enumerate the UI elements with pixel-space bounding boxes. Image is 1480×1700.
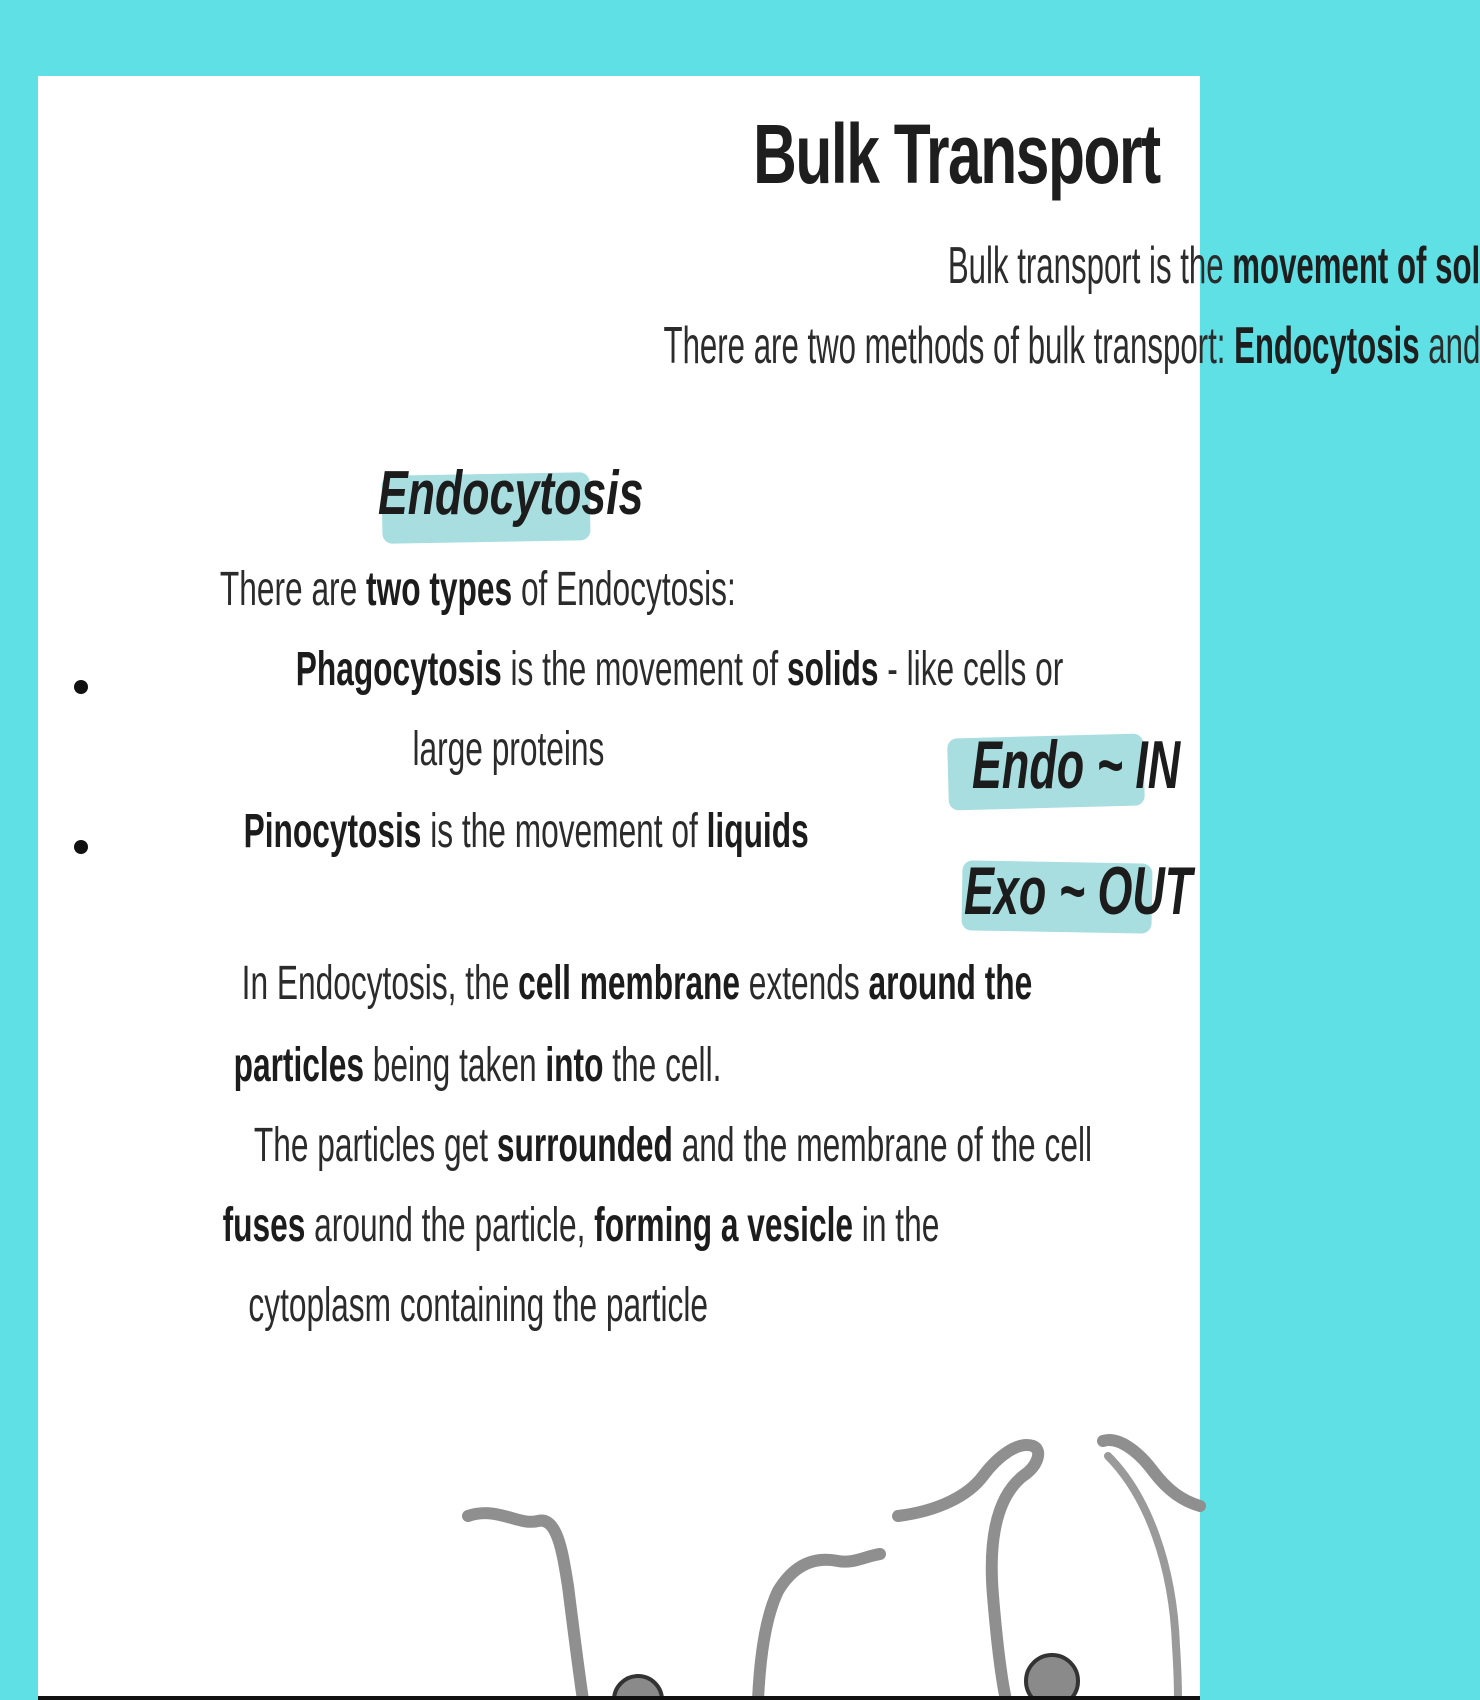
exo-out-tag: Exo ~ OUT xyxy=(964,853,1193,929)
intro-bold-text: Endocytosis xyxy=(1233,317,1420,375)
bullet-phagocytosis-continuation xyxy=(98,722,918,777)
paragraph-line-3 xyxy=(38,1118,1093,1173)
body-text: is the movement of xyxy=(421,805,707,858)
bullet-dot xyxy=(74,840,88,854)
section-heading: Endocytosis xyxy=(378,459,644,528)
paragraph-line-5 xyxy=(38,1278,918,1333)
body-text: is the movement of xyxy=(501,643,787,696)
endocytosis-diagram xyxy=(38,1416,1200,1700)
bullet-phagocytosis xyxy=(98,642,1064,697)
intro-bold-text: movement of sol xyxy=(1232,237,1480,295)
membrane-left xyxy=(468,1513,583,1700)
bold-text: around the xyxy=(868,957,1033,1010)
intro-line-2 xyxy=(663,316,1480,376)
particle-right xyxy=(1026,1655,1078,1700)
worksheet-page xyxy=(38,76,1480,1700)
membrane-right-outer xyxy=(898,1445,1038,1700)
body-text: In Endocytosis, the xyxy=(241,957,519,1010)
bold-text: Phagocytosis xyxy=(295,643,502,696)
bullet-pinocytosis xyxy=(98,804,918,859)
paragraph-line-4 xyxy=(38,1198,940,1253)
bold-text: fuses xyxy=(222,1199,306,1252)
bold-text: cell membrane xyxy=(518,957,740,1010)
page-title: Bulk Transport xyxy=(753,107,1160,201)
paragraph-line-1 xyxy=(38,956,1033,1011)
body-text: being taken xyxy=(364,1039,546,1092)
membrane-mid xyxy=(758,1554,880,1700)
paragraph-line-2 xyxy=(38,1038,918,1093)
body-text: large proteins xyxy=(412,723,604,776)
bold-text: forming a vesicle xyxy=(594,1199,854,1252)
membrane-right-inner xyxy=(1103,1440,1200,1506)
bullet-dot xyxy=(74,680,88,694)
intro-text: and xyxy=(1419,317,1480,375)
bold-text: solids xyxy=(786,643,879,696)
endo-in-tag: Endo ~ IN xyxy=(972,727,1181,803)
body-text: - like cells or xyxy=(878,643,1064,696)
bold-text: two types xyxy=(366,563,513,616)
intro-text: There are two methods of bulk transport: xyxy=(663,317,1234,375)
body-text: of Endocytosis: xyxy=(512,563,736,616)
bottom-rule xyxy=(38,1696,1200,1700)
body-text: cytoplasm containing the particle xyxy=(248,1279,708,1332)
body-text: and the membrane of the cell xyxy=(672,1119,1093,1172)
body-text: There are xyxy=(220,563,367,616)
body-text: The particles get xyxy=(253,1119,497,1172)
body-text: in the xyxy=(853,1199,940,1252)
body-text: extends xyxy=(739,957,869,1010)
intro-line-1 xyxy=(948,236,1480,296)
bold-text: into xyxy=(545,1039,604,1092)
bold-text: liquids xyxy=(706,805,809,858)
types-line xyxy=(38,562,918,617)
bold-text: particles xyxy=(234,1039,365,1092)
intro-text: Bulk transport is the xyxy=(947,237,1233,295)
bold-text: surrounded xyxy=(496,1119,673,1172)
bold-text: Pinocytosis xyxy=(243,805,422,858)
body-text: the cell. xyxy=(603,1039,722,1092)
body-text: around the particle, xyxy=(305,1199,595,1252)
